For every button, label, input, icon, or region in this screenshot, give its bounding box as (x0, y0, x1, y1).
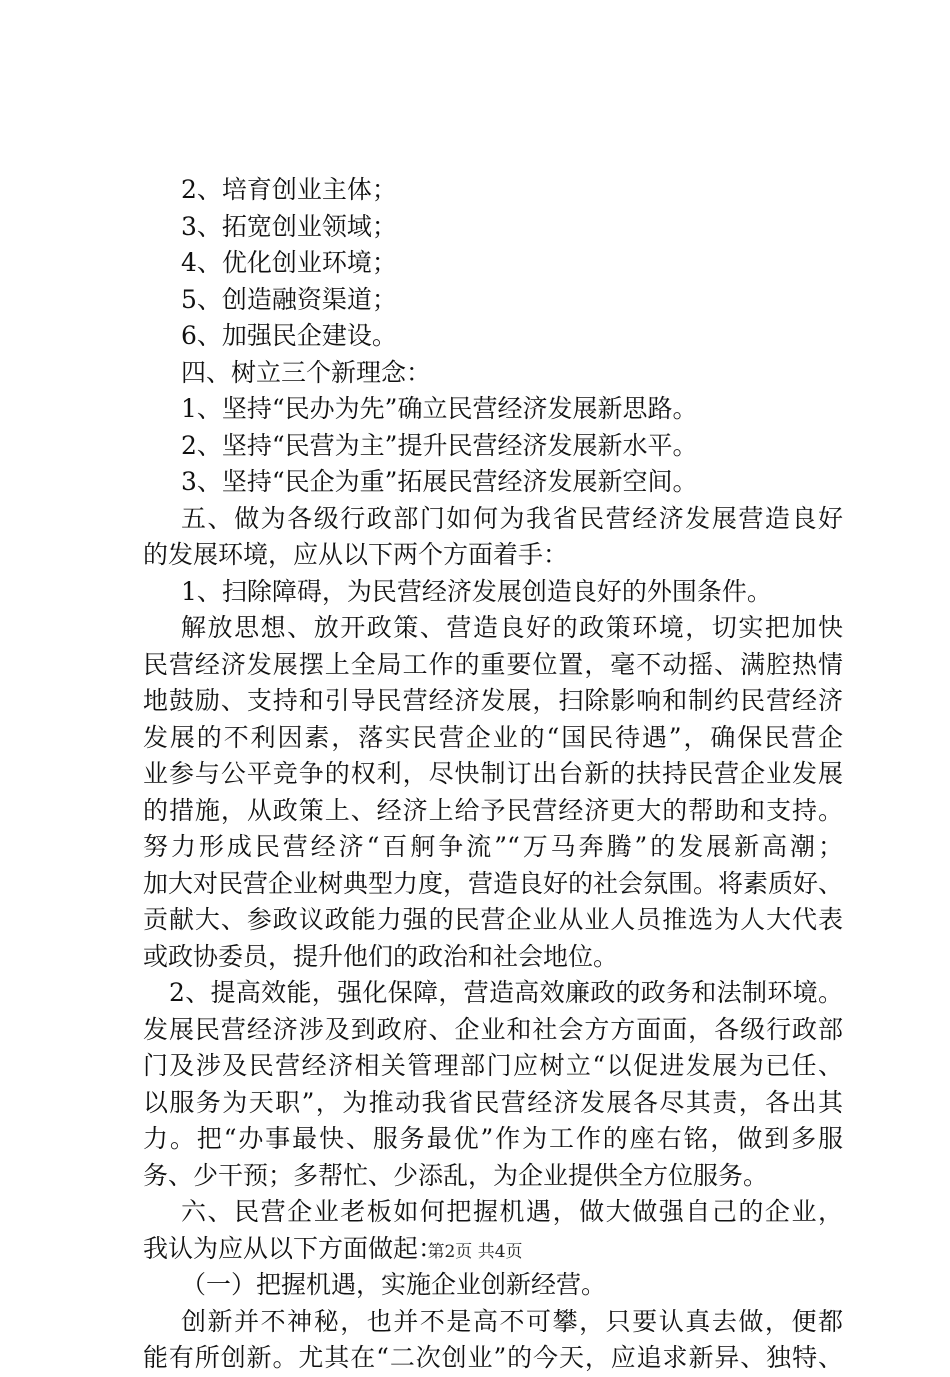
text-line: 民营经济发展摆上全局工作的重要位置，毫不动摇、满腔热情 (143, 649, 843, 679)
section-heading: 六、民营企业老板如何把握机遇，做大做强自己的企业， (181, 1197, 843, 1226)
subsection-heading: 2、提高效能，强化保障，营造高效廉政的政务和法制环境。 (169, 978, 843, 1007)
text-line: 1、坚持“民办为先”确立民营经济发展新思路。 (181, 394, 698, 423)
text-line: 解放思想、放开政策、营造良好的政策环境，切实把加快 (181, 613, 843, 642)
subsection-heading: （一）把握机遇，实施企业创新经营。 (181, 1270, 607, 1299)
document-body (143, 172, 843, 1377)
text-line: 2、坚持“民营为主”提升民营经济发展新水平。 (181, 430, 698, 460)
text-line: 业参与公平竞争的权利，尽快制订出台新的扶持民营企业发展 (143, 759, 843, 788)
text-line: 地鼓励、支持和引导民营经济发展，扫除影响和制约民营经济 (143, 686, 843, 715)
text-line: 努力形成民营经济“百舸争流”“万马奔腾”的发展新高潮； (143, 832, 843, 861)
text-line: 的措施，从政策上、经济上给予民营经济更大的帮助和支持。 (143, 795, 843, 825)
text-line: 力。把“办事最快、服务最优”作为工作的座右铭，做到多服 (143, 1124, 843, 1153)
text-line: 发展的不利因素，落实民营企业的“国民待遇”，确保民营企 (143, 722, 843, 752)
text-line: 加大对民营企业树典型力度，营造良好的社会氛围。将素质好、 (143, 868, 844, 898)
text-line: 的发展环境，应从以下两个方面着手： (143, 540, 569, 569)
section-heading: 五、做为各级行政部门如何为我省民营经济发展营造良好 (181, 503, 843, 533)
section-heading: 四、树立三个新理念： (181, 357, 432, 387)
text-line: 门及涉及民营经济相关管理部门应树立“以促进发展为已任、 (143, 1051, 843, 1080)
text-line: 我认为应从以下方面做起： (143, 1233, 444, 1263)
text-line: 2、培育创业主体； (181, 175, 397, 204)
text-line: 4、优化创业环境； (181, 248, 397, 277)
text-line: 务、少干预；多帮忙、少添乱，为企业提供全方位服务。 (143, 1160, 769, 1190)
subsection-heading: 1、扫除障碍，为民营经济发展创造良好的外围条件。 (181, 576, 772, 606)
text-line: 能有所创新。尤其在“二次创业”的今天，应追求新异、独特、 (143, 1343, 843, 1372)
text-line: 贡献大、参政议政能力强的民营企业从业人员推选为人大代表 (143, 905, 843, 934)
text-line: 创新并不神秘，也并不是高不可攀，只要认真去做，便都 (181, 1306, 843, 1336)
text-line: 或政协委员，提升他们的政治和社会地位。 (143, 941, 619, 971)
text-line: 5、创造融资渠道； (181, 284, 397, 314)
text-line: 发展民营经济涉及到政府、企业和社会方方面面，各级行政部 (143, 1014, 843, 1044)
text-line: 3、坚持“民企为重”拓展民营经济发展新空间。 (181, 467, 698, 496)
page-footer: 第2页 共4页 (427, 1242, 523, 1262)
text-line: 6、加强民企建设。 (181, 321, 397, 350)
text-line: 以服务为天职”，为推动我省民营经济发展各尽其责，各出其 (143, 1087, 843, 1117)
text-line: 3、拓宽创业领域； (181, 211, 397, 241)
